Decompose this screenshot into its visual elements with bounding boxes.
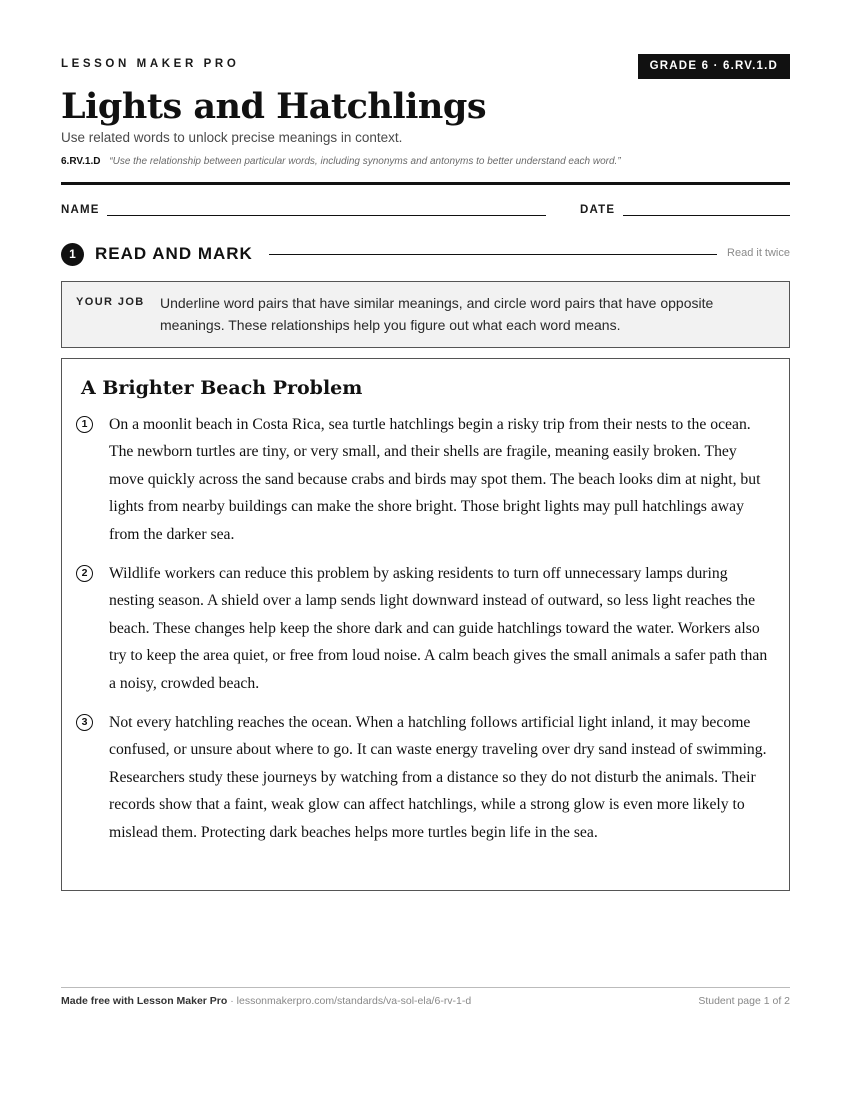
footer-credit bbox=[61, 995, 471, 1007]
header-divider bbox=[61, 182, 790, 185]
reading-passage bbox=[61, 358, 790, 891]
instructions-label: YOUR JOB bbox=[76, 296, 145, 308]
page-subtitle: Use related words to unlock precise meanings in context. bbox=[61, 130, 403, 145]
page-title: Lights and Hatchlings bbox=[61, 86, 487, 127]
standard-description: “Use the relationship between particular words, including synonyms and antonyms to better understand each word.” bbox=[109, 156, 621, 167]
section-number-badge: 1 bbox=[61, 243, 84, 266]
page-indicator: Student page 1 of 2 bbox=[698, 995, 790, 1007]
date-label: DATE bbox=[580, 204, 616, 216]
footer-made-with: Made free with Lesson Maker Pro bbox=[61, 995, 228, 1007]
paragraph-text[interactable]: Not every hatchling reaches the ocean. When a hatchling follows artificial light inland, it may become confused, or unsure about where to go. It can waste energy traveling over dry sand instead of swimming. Researchers study these journeys by watching from a distance so they do not disturb the animals. Their records show that a faint, weak glow can affect hatchlings, while a strong glow is even more likely to mislead them. Protecting dark beaches helps more turtles begin life in the sea. bbox=[109, 714, 767, 841]
passage-title: A Brighter Beach Problem bbox=[81, 377, 363, 399]
paragraph-number: 2 bbox=[76, 565, 93, 582]
date-field[interactable] bbox=[623, 215, 790, 216]
name-field[interactable] bbox=[107, 215, 546, 216]
paragraph-text[interactable]: Wildlife workers can reduce this problem by asking residents to turn off unnecessary lamps during nesting season. A shield over a lamp sends light downward instead of outward, so less light reaches the beach. These changes help keep the shore dark and can guide hatchlings toward the water. Workers also try to keep the area quiet, or free from loud noise. A calm beach gives the small animals a safer path than a noisy, crowded beach. bbox=[109, 565, 768, 692]
instructions-text: Underline word pairs that have similar meanings, and circle word pairs that have opposite meanings. These relationships help you figure out what each word means. bbox=[160, 295, 714, 333]
section-note: Read it twice bbox=[727, 247, 790, 259]
name-label: NAME bbox=[61, 204, 100, 216]
footer-url[interactable]: · lessonmakerpro.com/standards/va-sol-ela/6-rv-1-d bbox=[227, 995, 472, 1007]
section-title: READ AND MARK bbox=[95, 244, 253, 263]
section-divider bbox=[269, 254, 717, 255]
instructions-box bbox=[61, 281, 790, 348]
paragraph-number: 3 bbox=[76, 714, 93, 731]
paragraph-number: 1 bbox=[76, 416, 93, 433]
footer-divider bbox=[61, 987, 790, 988]
grade-badge: GRADE 6 · 6.RV.1.D bbox=[638, 54, 790, 79]
paragraph-text[interactable]: On a moonlit beach in Costa Rica, sea turtle hatchlings begin a risky trip from their nests to the ocean. The newborn turtles are tiny, or very small, and their shells are fragile, meaning easily broken. They move quickly across the sand because crabs and birds may spot them. The beach looks dim at night, but lights from nearby buildings can make the shore bright. Those bright lights may pull hatchlings away from the darker sea. bbox=[109, 416, 761, 543]
standard-code: 6.RV.1.D bbox=[61, 156, 101, 167]
brand-name: LESSON MAKER PRO bbox=[61, 58, 240, 70]
standard-line bbox=[61, 156, 621, 167]
